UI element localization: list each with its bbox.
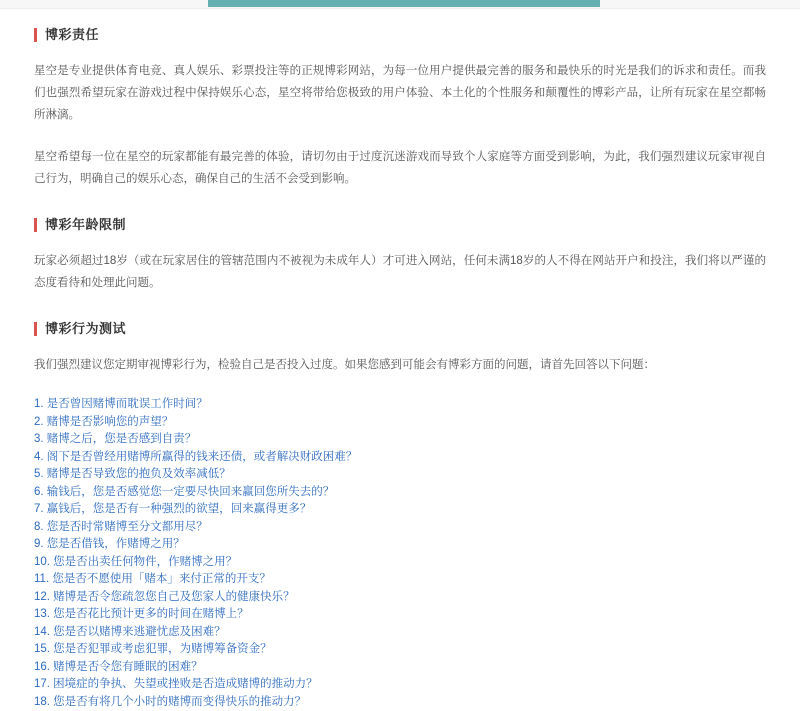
list-item[interactable]: 16. 赌博是否令您有睡眠的困难？ xyxy=(34,659,766,677)
section-heading-behavior-test xyxy=(34,320,766,338)
active-tab-indicator[interactable] xyxy=(208,0,600,7)
paragraph: 玩家必须超过18岁（或在玩家居住的管辖范围内不被视为未成年人）才可进入网站，任何未满18岁的人不得在网站开户和投注，我们将以严谨的态度看待和处理此问题。 xyxy=(34,250,766,294)
list-item[interactable]: 6. 输钱后，您是否感觉您一定要尽快回来赢回您所失去的？ xyxy=(34,484,766,502)
spacer xyxy=(34,190,766,216)
section-title-text: 博彩年龄限制 xyxy=(45,218,126,232)
list-item[interactable]: 9. 您是否借钱，作赌博之用？ xyxy=(34,536,766,554)
list-item[interactable]: 8. 您是否时常赌博至分文都用尽？ xyxy=(34,519,766,537)
question-list xyxy=(34,396,766,711)
list-item[interactable]: 12. 赌博是否令您疏忽您自己及您家人的健康快乐？ xyxy=(34,589,766,607)
spacer xyxy=(34,126,766,146)
section-title-text: 博彩行为测试 xyxy=(45,322,126,336)
list-item[interactable]: 1. 是否曾因赌博而耽误工作时间？ xyxy=(34,396,766,414)
list-item[interactable]: 17. 困境症的争执、失望或挫败是否造成赌博的推动力？ xyxy=(34,676,766,694)
list-item[interactable]: 3. 赌博之后，您是否感到自责？ xyxy=(34,431,766,449)
section-heading-age-limit xyxy=(34,216,766,234)
spacer xyxy=(34,294,766,320)
heading-accent-bar xyxy=(34,218,37,232)
list-item[interactable]: 4. 阁下是否曾经用赌博所赢得的钱来还债，或者解决财政困难？ xyxy=(34,449,766,467)
list-item[interactable]: 14. 您是否以赌博来逃避忧虑及困难？ xyxy=(34,624,766,642)
list-item[interactable]: 5. 赌博是否导致您的抱负及效率减低？ xyxy=(34,466,766,484)
section-heading-responsibility xyxy=(34,26,766,44)
spacer-top xyxy=(34,8,766,26)
paragraph: 我们强烈建议您定期审视博彩行为，检验自己是否投入过度。如果您感到可能会有博彩方面的问题，请首先回答以下问题： xyxy=(34,354,766,376)
section-title-text: 博彩责任 xyxy=(45,28,99,42)
list-item[interactable]: 7. 赢钱后，您是否有一种强烈的欲望，回来赢得更多？ xyxy=(34,501,766,519)
spacer xyxy=(34,234,766,250)
heading-accent-bar xyxy=(34,322,37,336)
document-content xyxy=(0,8,800,500)
list-item[interactable]: 13. 您是否花比预计更多的时间在赌博上？ xyxy=(34,606,766,624)
list-item[interactable]: 11. 您是否不愿使用「赌本」来付正常的开支？ xyxy=(34,571,766,589)
spacer xyxy=(34,338,766,354)
spacer xyxy=(34,376,766,396)
paragraph: 星空希望每一位在星空的玩家都能有最完善的体验，请切勿由于过度沉迷游戏而导致个人家庭等方面受到影响，为此，我们强烈建议玩家审视自己行为，明确自己的娱乐心态，确保自己的生活不会受到影响。 xyxy=(34,146,766,190)
list-item[interactable]: 18. 您是否有将几个小时的赌博而变得快乐的推动力？ xyxy=(34,694,766,711)
paragraph: 星空是专业提供体育电竞、真人娱乐、彩票投注等的正规博彩网站，为每一位用户提供最完善的服务和最快乐的时光是我们的诉求和责任。而我们也强烈希望玩家在游戏过程中保持娱乐心态，星空将带给您极致的用户体验、本土化的个性服务和颠覆性的博彩产品，让所有玩家在星空都畅所淋漓。 xyxy=(34,60,766,126)
heading-accent-bar xyxy=(34,28,37,42)
list-item[interactable]: 10. 您是否出卖任何物件，作赌博之用？ xyxy=(34,554,766,572)
list-item[interactable]: 15. 您是否犯罪或考虑犯罪，为赌博筹备资金？ xyxy=(34,641,766,659)
spacer xyxy=(34,44,766,60)
list-item[interactable]: 2. 赌博是否影响您的声望？ xyxy=(34,414,766,432)
